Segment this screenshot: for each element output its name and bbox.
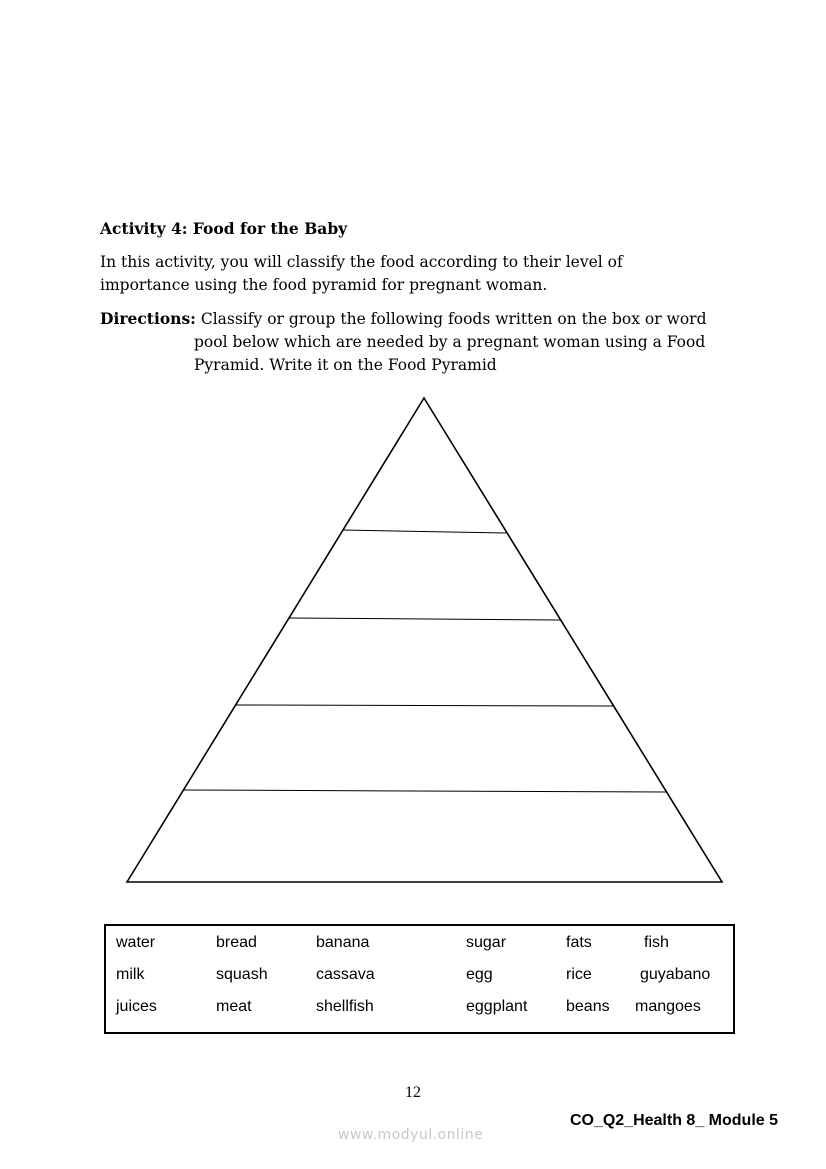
word-pool-item: banana bbox=[316, 934, 370, 951]
intro-line: importance using the food pyramid for pregnant woman. bbox=[100, 276, 548, 294]
word-pool-item: beans bbox=[566, 998, 610, 1015]
page-number: 12 bbox=[405, 1084, 421, 1101]
pyramid-divider bbox=[183, 790, 666, 792]
watermark: www.modyul.online bbox=[338, 1127, 484, 1143]
word-pool-box bbox=[104, 924, 735, 1034]
word-pool-item: meat bbox=[216, 998, 252, 1015]
word-pool-item: cassava bbox=[316, 966, 375, 983]
intro-line: In this activity, you will classify the food according to their level of bbox=[100, 253, 623, 271]
word-pool-item: mangoes bbox=[635, 998, 701, 1015]
directions-line: pool below which are needed by a pregnant woman using a Food bbox=[194, 333, 706, 351]
directions-line: Pyramid. Write it on the Food Pyramid bbox=[194, 356, 497, 374]
pyramid-divider bbox=[236, 705, 613, 706]
word-pool-item: guyabano bbox=[640, 966, 711, 983]
word-pool-item: milk bbox=[116, 966, 145, 983]
word-pool-item: bread bbox=[216, 934, 257, 951]
word-pool-item: sugar bbox=[466, 934, 507, 951]
activity-title: Activity 4: Food for the Baby bbox=[100, 219, 348, 238]
word-pool-item: water bbox=[116, 934, 156, 951]
word-pool-item: egg bbox=[466, 966, 493, 983]
word-pool-item: rice bbox=[566, 966, 592, 983]
pyramid-divider bbox=[289, 618, 560, 620]
word-pool-item: eggplant bbox=[466, 998, 528, 1015]
directions-line: Classify or group the following foods written on the box or word bbox=[200, 310, 707, 328]
directions-label: Directions: bbox=[100, 309, 196, 328]
footer-module-label: CO_Q2_Health 8_ Module 5 bbox=[569, 1112, 778, 1129]
pyramid-outline bbox=[127, 398, 722, 882]
word-pool-item: juices bbox=[116, 998, 157, 1015]
word-pool-item: fats bbox=[566, 934, 592, 951]
pyramid-divider bbox=[342, 530, 506, 533]
word-pool-item: fish bbox=[644, 934, 669, 951]
word-pool-item: squash bbox=[216, 966, 268, 983]
word-pool-item: shellfish bbox=[316, 998, 374, 1015]
